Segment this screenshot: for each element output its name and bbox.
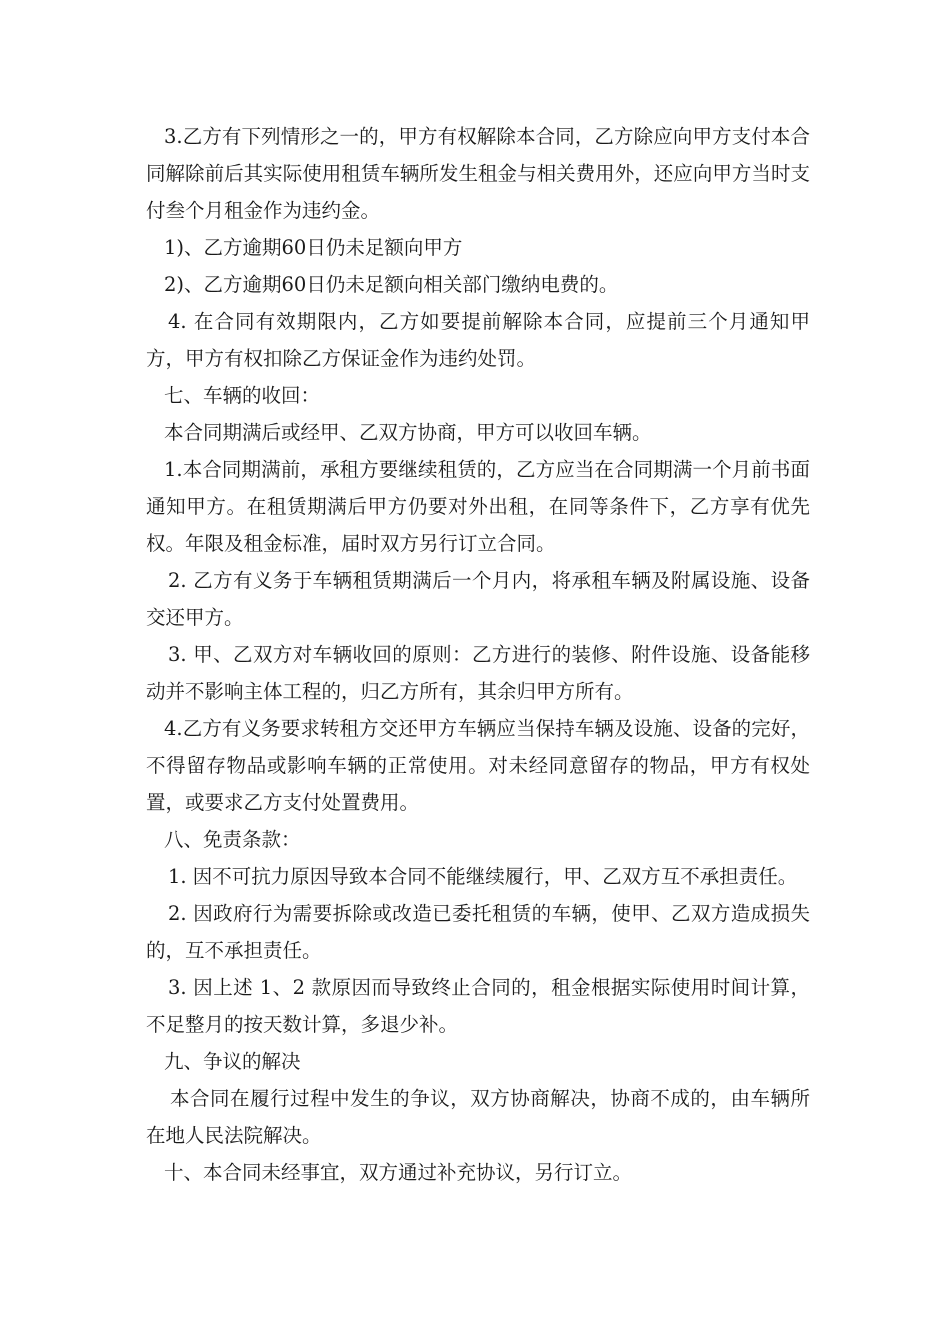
- section-7-clause-3: 3. 甲、乙双方对车辆收回的原则：乙方进行的装修、附件设施、设备能移动并不影响主体工程的，归乙方所有，其余归甲方所有。: [146, 643, 810, 703]
- section-8-clause-2: 2. 因政府行为需要拆除或改造已委托租赁的车辆，使甲、乙双方造成损失的，互不承担责任。: [146, 902, 810, 962]
- section-7-clause-1: 1.本合同期满前，承租方要继续租赁的，乙方应当在合同期满一个月前书面通知甲方。在租赁期满后甲方仍要对外出租，在同等条件下，乙方享有优先权。年限及租金标准，届时双方另行订立合同。: [146, 458, 810, 555]
- section-7-heading: 七、车辆的收回：: [164, 384, 321, 407]
- clause-4-early-termination: 4. 在合同有效期限内，乙方如要提前解除本合同，应提前三个月通知甲方，甲方有权扣除乙方保证金作为违约处罚。: [146, 310, 810, 370]
- clause-3-item-1: 1)、乙方逾期60日仍未足额向甲方: [164, 236, 463, 259]
- section-9-heading: 九、争议的解决: [164, 1050, 301, 1073]
- section-8-heading: 八、免责条款：: [164, 828, 301, 851]
- section-8-clause-3: 3. 因上述 1、2 款原因而导致终止合同的，租金根据实际使用时间计算，不足整月的按天数计算，多退少补。: [146, 976, 810, 1036]
- section-10-body: 十、本合同未经事宜，双方通过补充协议，另行订立。: [164, 1161, 633, 1184]
- section-9-body: 本合同在履行过程中发生的争议，双方协商解决，协商不成的，由车辆所在地人民法院解决。: [146, 1087, 810, 1147]
- section-7-intro: 本合同期满后或经甲、乙双方协商，甲方可以收回车辆。: [164, 421, 652, 444]
- clause-3-termination: 3.乙方有下列情形之一的，甲方有权解除本合同，乙方除应向甲方支付本合同解除前后其实际使用租赁车辆所发生租金与相关费用外，还应向甲方当时支付叁个月租金作为违约金。: [146, 125, 810, 222]
- contract-body: [146, 118, 810, 1191]
- clause-3-item-2: 2)、乙方逾期60日仍未足额向相关部门缴纳电费的。: [164, 273, 619, 296]
- section-7-clause-4: 4.乙方有义务要求转租方交还甲方车辆应当保持车辆及设施、设备的完好，不得留存物品或影响车辆的正常使用。对未经同意留存的物品，甲方有权处置，或要求乙方支付处置费用。: [146, 717, 810, 814]
- section-8-clause-1: 1. 因不可抗力原因导致本合同不能继续履行，甲、乙双方互不承担责任。: [168, 865, 798, 888]
- section-7-clause-2: 2. 乙方有义务于车辆租赁期满后一个月内，将承租车辆及附属设施、设备交还甲方。: [146, 569, 810, 629]
